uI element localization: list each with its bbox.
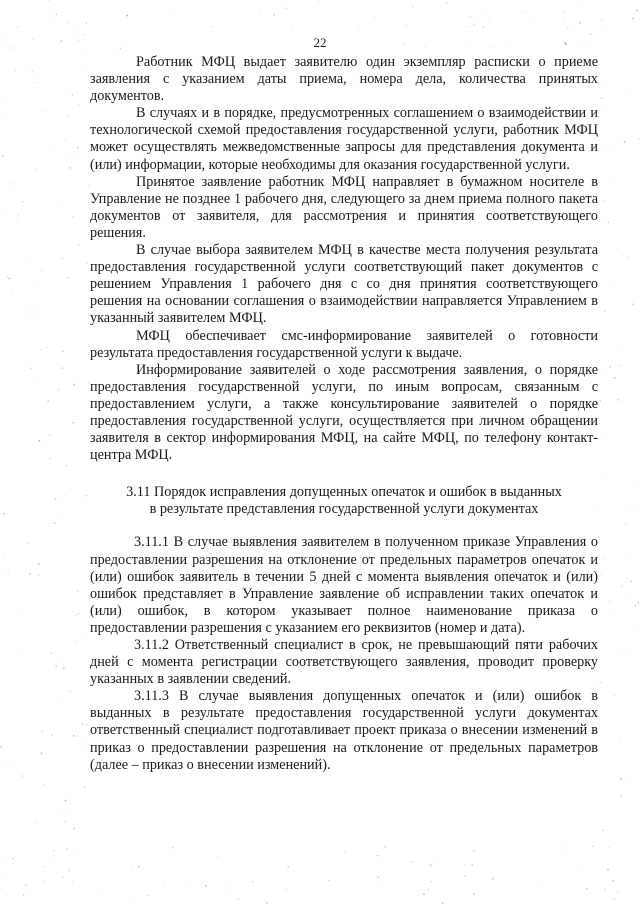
- scan-speck: [377, 855, 379, 857]
- scan-speck: [62, 663, 63, 664]
- scan-speck: [63, 698, 64, 699]
- scan-speck: [637, 625, 638, 626]
- scan-speck: [252, 881, 254, 883]
- scan-speck: [47, 400, 49, 402]
- scan-speck: [8, 573, 9, 574]
- scan-speck: [612, 880, 614, 882]
- scan-speck: [7, 98, 8, 99]
- scan-speck: [132, 867, 133, 868]
- scan-speck: [45, 110, 46, 111]
- scan-speck: [237, 899, 238, 900]
- scan-speck: [51, 146, 52, 147]
- scan-speck: [62, 877, 63, 878]
- scan-speck: [581, 2, 582, 3]
- scan-speck: [618, 350, 619, 351]
- scan-speck: [632, 303, 634, 305]
- scan-speck: [72, 216, 74, 218]
- scan-speck: [446, 2, 448, 4]
- scan-speck: [2, 760, 3, 761]
- paragraph: Работник МФЦ выдает заявителю один экземпляр расписки о приеме заявления с указанием даты приема, номера дела, количества принятых документов.: [90, 54, 598, 105]
- scan-speck: [637, 10, 638, 11]
- scan-speck: [600, 574, 601, 575]
- scan-speck: [602, 200, 603, 201]
- paragraph: Информирование заявителей о ходе рассмотрения заявления, о порядке предоставления государственной услуги, по иным вопросам, связанным с предоставлением услуги, а также консультирование заявителей о порядке предоставления государственной услуги, осуществляется при личном обращении заявителя в сектор информирования МФЦ, на сайте МФЦ, по телефону контакт-центра МФЦ.: [90, 361, 598, 464]
- scan-speck: [603, 432, 604, 433]
- scan-speck: [423, 893, 425, 895]
- scan-speck: [0, 119, 1, 120]
- scan-speck: [638, 602, 640, 604]
- scan-speck: [624, 141, 626, 143]
- subsection-paragraph: 3.11.2 Ответственный специалист в срок, не превышающий пяти рабочих дней с момента регистрации соответствующего заявления, проводит проверку указанных в заявлении сведений.: [90, 637, 598, 688]
- section-heading-line: 3.11 Порядок исправления допущенных опечаток и ошибок в выданных: [126, 484, 562, 501]
- scan-speck: [607, 869, 609, 871]
- scan-speck: [620, 778, 622, 780]
- scan-speck: [603, 830, 605, 832]
- scan-speck: [12, 292, 13, 293]
- scan-speck: [54, 855, 55, 856]
- subsection-paragraph: 3.11.1 В случае выявления заявителем в полученном приказе Управления о предоставлении разрешения на отклонение от предельных параметров опечаток и (или) ошибок заявитель в течении 5 дней с момента выявления опечаток и (или) ошибок представляет в Управление заявление об исправлении таких опечаток и (или) ошибок, в котором указывает полное наименование приказа о предоставлении разрешения с указанием его реквизитов (номер и дата).: [90, 534, 598, 636]
- scan-speck: [3, 513, 5, 515]
- scan-speck: [84, 786, 86, 788]
- scan-speck: [620, 365, 621, 366]
- scan-speck: [37, 82, 38, 83]
- scan-speck: [621, 585, 623, 587]
- scan-speck: [0, 746, 2, 748]
- scan-speck: [56, 513, 57, 514]
- scan-speck: [625, 92, 626, 93]
- scan-speck: [35, 377, 36, 378]
- scan-speck: [61, 367, 63, 369]
- scan-speck: [7, 276, 8, 277]
- scan-speck: [285, 8, 287, 10]
- scan-speck: [64, 139, 65, 140]
- scan-speck: [580, 867, 581, 868]
- scan-speck: [609, 366, 611, 368]
- scan-speck: [564, 11, 565, 12]
- scan-speck: [604, 310, 606, 312]
- scan-speck: [62, 812, 63, 813]
- scan-speck: [606, 29, 607, 30]
- scan-speck: [464, 875, 465, 876]
- scan-speck: [22, 775, 24, 777]
- scan-speck: [73, 422, 75, 424]
- scan-speck: [614, 177, 615, 178]
- scan-speck: [3, 209, 4, 210]
- scan-speck: [427, 889, 429, 891]
- scan-speck: [627, 256, 628, 257]
- scan-speck: [412, 6, 413, 7]
- scan-speck: [535, 16, 536, 17]
- scan-speck: [72, 94, 74, 96]
- scan-speck: [464, 865, 466, 867]
- scan-speck: [62, 350, 63, 351]
- scan-speck: [616, 249, 617, 250]
- scan-speck: [172, 847, 174, 849]
- scan-speck: [632, 18, 634, 20]
- scan-speck: [212, 26, 213, 27]
- scan-speck: [38, 440, 40, 442]
- scan-speck: [586, 888, 587, 889]
- scan-speck: [82, 723, 83, 724]
- scan-speck: [49, 20, 50, 21]
- scan-speck: [50, 652, 52, 654]
- scan-speck: [432, 857, 433, 858]
- scan-speck: [36, 568, 37, 569]
- scan-speck: [620, 795, 622, 797]
- scan-speck: [65, 800, 67, 802]
- scan-speck: [48, 0, 49, 1]
- scan-speck: [61, 258, 63, 260]
- scan-speck: [73, 828, 75, 830]
- scan-speck: [630, 581, 632, 583]
- scan-speck: [77, 590, 79, 592]
- scan-speck: [32, 71, 33, 72]
- scan-speck: [8, 278, 10, 280]
- scan-speck: [41, 731, 43, 733]
- scan-speck: [635, 506, 636, 507]
- scan-speck: [205, 885, 207, 887]
- scan-speck: [41, 349, 42, 350]
- scan-speck: [75, 24, 76, 25]
- scan-speck: [51, 734, 52, 735]
- scan-speck: [72, 881, 73, 882]
- scan-speck: [600, 400, 601, 401]
- scan-speck: [381, 882, 382, 883]
- scan-speck: [614, 377, 616, 379]
- scan-speck: [86, 262, 88, 264]
- scan-speck: [41, 270, 42, 271]
- scan-speck: [38, 563, 40, 565]
- scan-speck: [46, 347, 47, 348]
- scan-speck: [5, 858, 6, 859]
- scan-speck: [603, 105, 604, 106]
- scan-speck: [49, 434, 51, 436]
- scan-speck: [88, 431, 89, 432]
- scan-speck: [2, 156, 4, 158]
- scan-speck: [66, 848, 67, 849]
- scan-speck: [259, 14, 260, 15]
- scan-speck: [328, 880, 329, 881]
- scan-speck: [442, 902, 444, 904]
- scan-speck: [287, 866, 289, 868]
- scan-speck: [186, 884, 187, 885]
- scan-speck: [405, 25, 406, 26]
- scan-speck: [78, 244, 80, 246]
- scan-speck: [609, 601, 610, 602]
- scan-speck: [492, 878, 494, 880]
- scan-speck: [52, 851, 53, 852]
- scan-speck: [43, 881, 45, 883]
- scan-speck: [22, 201, 23, 202]
- document-body: [90, 54, 598, 774]
- scan-speck: [636, 9, 638, 11]
- scan-speck: [620, 740, 621, 741]
- scan-speck: [53, 850, 54, 851]
- scan-speck: [25, 884, 27, 886]
- scan-speck: [292, 29, 293, 30]
- scan-speck: [624, 593, 625, 594]
- scan-speck: [69, 691, 70, 692]
- scan-speck: [18, 215, 20, 217]
- scan-speck: [85, 22, 87, 24]
- paragraph: В случае выбора заявителем МФЦ в качестве места получения результата предоставления государственной услуги соответствующий пакет документов с решением Управления 1 рабочего дня с со дня принятия соответствующего решения на основании соглашения о взаимодействии направляется Управлением в указанный заявителем МФЦ.: [90, 242, 598, 327]
- scan-speck: [10, 183, 11, 184]
- scan-speck: [69, 870, 71, 872]
- scan-speck: [170, 11, 171, 12]
- scan-speck: [614, 695, 615, 696]
- scan-speck: [375, 17, 376, 18]
- scan-speck: [50, 458, 52, 460]
- scan-speck: [138, 866, 140, 868]
- scan-speck: [35, 821, 37, 823]
- scan-speck: [73, 735, 75, 737]
- scan-speck: [44, 784, 46, 786]
- scan-speck: [431, 881, 432, 882]
- scan-speck: [318, 1, 319, 2]
- scan-speck: [59, 388, 60, 389]
- scan-speck: [609, 611, 610, 612]
- scan-speck: [613, 285, 614, 286]
- scan-speck: [72, 155, 73, 156]
- scan-speck: [385, 846, 387, 848]
- scan-speck: [34, 314, 35, 315]
- scan-speck: [72, 855, 73, 856]
- scan-speck: [617, 399, 619, 401]
- scan-speck: [37, 284, 38, 285]
- scan-speck: [15, 70, 16, 71]
- scan-speck: [77, 736, 78, 737]
- scan-speck: [17, 26, 18, 27]
- scan-speck: [598, 506, 599, 507]
- scan-speck: [626, 523, 628, 525]
- scan-speck: [378, 876, 380, 878]
- scan-speck: [592, 845, 594, 847]
- scan-speck: [482, 26, 484, 28]
- scan-speck: [601, 97, 603, 99]
- scan-speck: [605, 479, 606, 480]
- scan-speck: [74, 640, 76, 642]
- scan-speck: [624, 653, 625, 654]
- scan-speck: [65, 813, 66, 814]
- scan-speck: [604, 889, 605, 890]
- scan-speck: [579, 22, 581, 24]
- scan-speck: [430, 864, 432, 866]
- scan-speck: [41, 752, 43, 754]
- scan-speck: [613, 898, 615, 900]
- scan-speck: [626, 780, 627, 781]
- scan-speck: [564, 19, 565, 20]
- scan-speck: [65, 465, 66, 466]
- scan-speck: [410, 861, 412, 863]
- scan-speck: [474, 24, 476, 26]
- scan-speck: [344, 852, 345, 853]
- scan-speck: [617, 891, 618, 892]
- scan-speck: [85, 633, 86, 634]
- scan-speck: [471, 864, 473, 866]
- scan-speck: [80, 743, 81, 744]
- section-heading: [90, 484, 598, 518]
- scan-speck: [55, 665, 57, 667]
- scan-speck: [52, 860, 53, 861]
- scan-speck: [18, 654, 19, 655]
- page-number: 22: [313, 35, 327, 50]
- scan-speck: [466, 26, 467, 27]
- scan-speck: [163, 881, 164, 882]
- scan-speck: [58, 390, 59, 391]
- scan-speck: [539, 882, 540, 883]
- scan-speck: [35, 169, 36, 170]
- scan-speck: [225, 888, 226, 889]
- subsection-paragraph: 3.11.3 В случае выявления допущенных опечаток и (или) ошибок в выданных в результате предоставления государственной услуги документах ответственный специалист подготавливает проект приказа о внесении изменений в приказ о предоставлении разрешения на отклонение от предельных параметров (далее – приказ о внесении изменений).: [90, 688, 598, 773]
- scan-speck: [101, 889, 102, 890]
- scan-speck: [77, 147, 79, 149]
- scan-speck: [266, 902, 268, 904]
- scan-speck: [23, 894, 25, 896]
- scan-speck: [63, 667, 65, 669]
- scan-speck: [600, 682, 601, 683]
- scan-speck: [0, 888, 1, 889]
- scan-speck: [285, 889, 286, 890]
- scan-speck: [633, 486, 634, 487]
- scan-speck: [487, 13, 488, 14]
- section-heading-line: в результате представления государственной услуги документах: [149, 501, 539, 518]
- scan-speck: [638, 138, 639, 139]
- scan-speck: [602, 557, 604, 559]
- scan-speck: [489, 21, 490, 22]
- scan-speck: [78, 104, 79, 105]
- scan-speck: [65, 821, 67, 823]
- scan-speck: [273, 14, 275, 16]
- scan-speck: [470, 16, 472, 18]
- scan-speck: [609, 847, 610, 848]
- scan-speck: [4, 555, 5, 556]
- scan-speck: [86, 724, 88, 726]
- paragraph: В случаях и в порядке, предусмотренных соглашением о взаимодействии и технологической схемой предоставления государственной услуги, работник МФЦ может осуществлять межведомственные запросы для представления документа и (или) информации, которые необходимы для оказания государственной услуги.: [90, 105, 598, 173]
- scan-speck: [17, 218, 18, 219]
- scan-speck: [67, 23, 68, 24]
- scan-speck: [473, 893, 475, 895]
- scan-speck: [42, 866, 43, 867]
- scan-speck: [608, 221, 610, 223]
- scan-speck: [601, 373, 602, 374]
- scan-speck: [603, 80, 604, 81]
- scan-speck: [630, 507, 631, 508]
- scan-speck: [31, 311, 32, 312]
- scan-speck: [473, 850, 475, 852]
- scan-speck: [126, 15, 128, 17]
- scan-speck: [59, 200, 60, 201]
- scan-speck: [28, 262, 29, 263]
- scan-speck: [56, 14, 58, 16]
- scan-speck: [601, 19, 603, 21]
- scan-speck: [29, 573, 31, 575]
- paragraph: Принятое заявление работник МФЦ направляет в бумажном носителе в Управление не позднее 1 рабочего дня, следующего за днем приема полного пакета документов от заявителя, для рассмотрения и принятия соответствующего решения.: [90, 173, 598, 241]
- scan-speck: [38, 574, 39, 575]
- scan-speck: [69, 167, 71, 169]
- scan-speck: [85, 65, 86, 66]
- scan-speck: [12, 858, 13, 859]
- scan-speck: [627, 553, 628, 554]
- scan-speck: [73, 384, 75, 386]
- scan-speck: [67, 115, 68, 116]
- scan-speck: [147, 895, 148, 896]
- scan-speck: [54, 522, 56, 524]
- scan-speck: [78, 613, 79, 614]
- scan-speck: [54, 498, 56, 500]
- scan-speck: [75, 615, 76, 616]
- scan-speck: [567, 27, 568, 28]
- scan-speck: [65, 494, 66, 495]
- paragraph: МФЦ обеспечивает смс-информирование заявителей о готовности результата предоставления государственной услуги к выдаче.: [90, 327, 598, 361]
- scan-speck: [44, 110, 45, 111]
- scan-speck: [608, 149, 609, 150]
- scan-speck: [28, 543, 29, 544]
- scan-speck: [85, 495, 86, 496]
- scan-speck: [635, 605, 637, 607]
- scan-speck: [18, 610, 19, 611]
- scan-speck: [8, 760, 9, 761]
- scan-speck: [358, 25, 359, 26]
- scan-speck: [68, 277, 69, 278]
- scan-speck: [31, 368, 32, 369]
- scan-speck: [217, 857, 218, 858]
- scan-speck: [522, 12, 523, 13]
- scan-speck: [135, 902, 136, 903]
- scan-speck: [561, 848, 562, 849]
